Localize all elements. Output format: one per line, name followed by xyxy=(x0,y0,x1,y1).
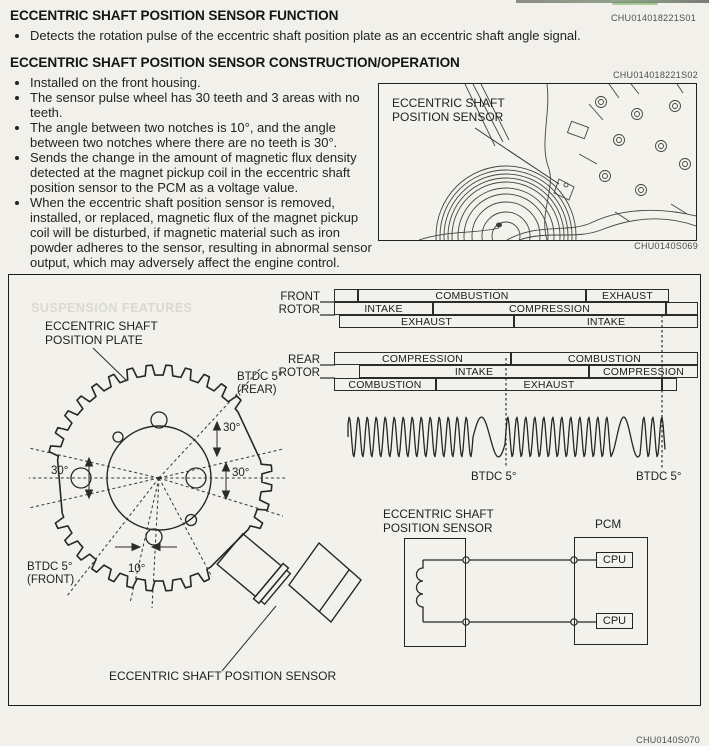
cpu2-box: CPU xyxy=(596,613,633,629)
front-rotor-label: FRONT ROTOR xyxy=(278,291,320,316)
figure-code-s070: CHU0140S070 xyxy=(636,735,700,745)
btdc-wave-mid-label: BTDC 5° xyxy=(471,471,517,483)
section1-bullet-list xyxy=(18,28,709,43)
cpu1-box: CPU xyxy=(596,552,633,568)
timing-cell-empty xyxy=(662,378,677,391)
timing-cell: EXHAUST xyxy=(436,378,662,391)
circuit-sensor-label: ECCENTRIC SHAFT POSITION SENSOR xyxy=(383,507,494,535)
bullet-item: • Detects the rotation pulse of the eccentric shaft position plate as an eccentric shaft angle signal. xyxy=(30,28,709,43)
bullet-item: • Sends the change in the amount of magnetic flux density detected at the magnet pickup coil in the eccentric shaft position sensor to the PCM as a voltage value. xyxy=(30,150,709,195)
timing-cell: COMBUSTION xyxy=(334,378,436,391)
figure-code-s01: CHU014018221S01 xyxy=(610,13,696,23)
timing-cell: COMPRESSION xyxy=(589,365,698,378)
angle-30-upper-right-label: 30° xyxy=(223,422,241,434)
sensor-assembly-drawing xyxy=(215,531,361,622)
engine-figure-float xyxy=(378,70,702,254)
sensor-label-pointer-line xyxy=(222,606,276,671)
engine-label-pointer-line xyxy=(475,128,559,184)
engine-illustration xyxy=(378,83,697,241)
pcm-label: PCM xyxy=(595,517,622,531)
sensor-operation-diagram xyxy=(8,274,701,706)
bullet-item: • When the eccentric shaft position sensor is removed, installed, or replaced, magnetic flux of the magnet pickup coil will be disturbed, if magnetic material such as iron powder adheres to the sensor, resulting in abnormal sensor output, which may adversely affect the engine control. xyxy=(30,195,709,270)
bullet-item: • The sensor pulse wheel has 30 teeth and 3 areas with no teeth. xyxy=(30,90,709,120)
bullet-item: • Installed on the front housing. xyxy=(30,75,709,90)
timing-cell: INTAKE xyxy=(334,302,433,315)
btdc-wave-right-label: BTDC 5° xyxy=(636,471,682,483)
angle-10-label: 10° xyxy=(128,563,146,575)
section1-heading: ECCENTRIC SHAFT POSITION SENSOR FUNCTION xyxy=(10,8,339,23)
ghost-bleed-text: SUSPENSION FEATURES xyxy=(31,301,193,315)
circuit-sensor-box xyxy=(404,538,466,647)
timing-cell: EXHAUST xyxy=(586,289,669,302)
engine-sensor-label: ECCENTRIC SHAFT POSITION SENSOR xyxy=(392,96,505,124)
btdc-rear-label: BTDC 5° (REAR) xyxy=(237,371,283,396)
timing-cell: COMBUSTION xyxy=(511,352,698,365)
btdc-dashed-verticals xyxy=(506,315,662,468)
angle-30-left-label: 30° xyxy=(51,465,69,477)
bolt-icons xyxy=(596,97,691,196)
timing-cell: COMPRESSION xyxy=(334,352,511,365)
timing-cell: EXHAUST xyxy=(339,315,514,328)
section2-heading: ECCENTRIC SHAFT POSITION SENSOR CONSTRUCTION/OPERATION xyxy=(10,55,460,70)
timing-cell: INTAKE xyxy=(514,315,698,328)
bullet-item: • The angle between two notches is 10°, and the angle between two notches where there are no teeth is 30°. xyxy=(30,120,709,150)
wire-junction-circles xyxy=(463,557,577,625)
figure-code-s069: CHU0140S069 xyxy=(634,241,698,251)
plate-label: ECCENTRIC SHAFT POSITION PLATE xyxy=(45,319,158,347)
scan-smudge-green xyxy=(612,2,658,5)
timing-cell-empty xyxy=(666,302,698,315)
timing-cell: INTAKE xyxy=(359,365,589,378)
timing-cell: COMPRESSION xyxy=(433,302,666,315)
timing-cell: COMBUSTION xyxy=(358,289,586,302)
plate-sensor-label: ECCENTRIC SHAFT POSITION SENSOR xyxy=(109,669,337,683)
timing-cell-empty xyxy=(334,289,358,302)
figure-code-s02: CHU014018221S02 xyxy=(612,70,698,80)
sensor-output-waveform xyxy=(348,417,665,457)
angle-30-right-label: 30° xyxy=(232,467,250,479)
btdc-front-label: BTDC 5° (FRONT) xyxy=(27,561,75,586)
scan-dark-spot xyxy=(496,223,502,228)
rotor-label-ticks xyxy=(320,302,335,378)
rear-rotor-label: REAR ROTOR xyxy=(278,354,320,379)
